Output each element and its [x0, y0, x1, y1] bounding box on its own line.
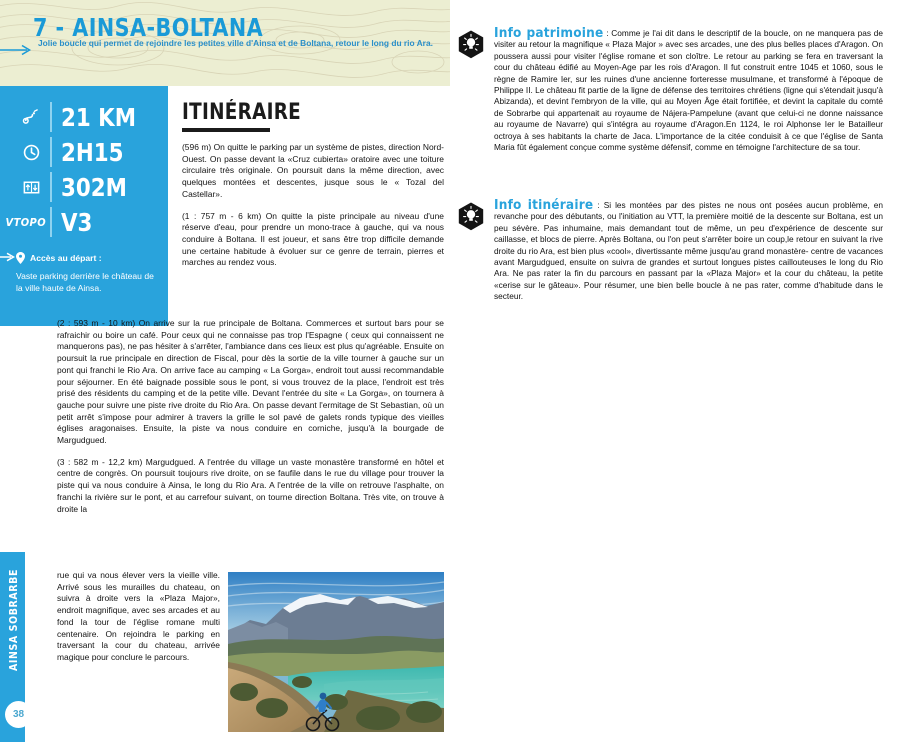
route-photo [228, 572, 444, 732]
page-number-left: 38 [5, 701, 32, 728]
stat-elevation-value: 302M [61, 172, 127, 202]
stat-duration-value: 2H15 [61, 137, 124, 167]
stat-difficulty [5, 205, 158, 239]
stat-distance-value: 21 KM [61, 102, 137, 132]
map-pin-icon [16, 252, 25, 264]
info-itineraire-body: Si les montées par des pistes ne nous ont posées aucun problème, en revanche pour des débutants, ou l'initiation au VTT, la première moitié de la descente sur Boltana, est un peu sévère. Pas inhumaine, mais demandant tout de même, un peu d'expérience de descente sur caillasse, et blocs de pierre. Après Boltana, ou l'on peut s'arrêter boire un coup,le retour en suivant la rive droite du rio Ara, est bien plus «cool», divertissante même jusqu'au grand monastère- centre de vacances avant Margudgued, ensuite on suivra de grandes et surtout longues pistes caillouteuses le long du Rio Ara. Ne pas rater la fin du parcours en passant par la «Plaza Major» et la cour du château, la petite «cerise sur le gâteau». Pour résumer, une bien belle boucle à ne pas rater, comme d'habitude dans le secteur. [494, 200, 884, 302]
stat-duration [16, 135, 158, 169]
lightbulb-hex-icon [458, 30, 484, 59]
arrow-right-icon [0, 44, 34, 56]
access-header [16, 252, 156, 264]
vtopo-logo [5, 215, 46, 229]
itineraire-paragraph: (2 : 593 m - 10 km) On arrive sur la rue principale de Boltana. Commerces et surtout bars pour se rafraichir ou boire un café. Pour ceux qui ne connaisse pas trop l'Espagne ( ceux qui connaissent ne manquerons pas), ne pas hésiter à s'arrêter, l'ambiance dans ces lieux est plus qu'agréable. Ensuite on poursuit la rue principale en direction de Fiscal, pour dès la sortie de la ville tourner à gauche sur un pont qui franchi le Rio Ara. On arrive face au camping « La Gorga», endroit tout aussi recommandable pour séjourner. En été baignade possible sous le pont, si vous trouvez de la place, l'endroit est très prisé des résidents du camping et de la petite ville. Devant l'entrée du site « La Gorga», on tournera à gauche pour suivre une piste rive droite du Rio Ara. On passe devant l'ermitage de St Sebastian, où un petit arrêt s'impose pour admirer à travers la grille le sol pavé de galets ronds typique des vieilles églises aragonaises. Ensuite, la piste va nous conduire en corniche, jusqu'à la bourgade de Margudgued. [57, 318, 444, 446]
info-itineraire-block [458, 197, 884, 303]
right-page [450, 0, 900, 742]
sidebar-section-label: AINSA SOBRARBE [8, 568, 20, 672]
stat-distance [16, 100, 158, 134]
elevation-icon [16, 178, 46, 197]
stat-divider [50, 207, 52, 237]
itineraire-paragraph: (3 : 582 m - 12,2 km) Margudgued. A l'entrée du village un vaste monastère transformé en hôtel et centre de congrès. On poursuit toujours rive droite, on se faufile dans le rue du village pour trouver la piste qui va nous conduire à Ainsa, le long du Rio Ara. A l'entrée de la ville on retrouve l'asphalte, on franchi la rivière sur le pont, et au carrefour suivant, on tourne direction Boltana. Très vite, on trouve à droite la [57, 456, 444, 514]
access-title: Accès au départ : [30, 253, 102, 263]
itineraire-rule [182, 128, 270, 132]
access-info [16, 252, 156, 295]
clock-icon [16, 143, 46, 162]
stat-divider [50, 102, 52, 132]
stat-divider [50, 137, 52, 167]
stat-divider [50, 172, 52, 202]
access-text: Vaste parking derrière le château de la ville haute de Ainsa. [16, 271, 154, 294]
distance-icon [16, 108, 46, 127]
itineraire-narrow-column [182, 142, 444, 269]
lightbulb-hex-icon [458, 202, 484, 231]
route-subtitle: Jolie boucle qui permet de rejoindre les petites ville d'Ainsa et de Boltana, retour le long du rio Ara. [38, 38, 433, 48]
stat-difficulty-value: V3 [61, 207, 93, 237]
route-header-band [0, 0, 450, 86]
stat-elevation [16, 170, 158, 204]
route-stats-panel [0, 86, 168, 326]
info-patrimoine-block [458, 25, 883, 153]
vtopo-logo-text: VTOPO [5, 215, 46, 229]
itineraire-paragraph: (596 m) On quitte le parking par un système de pistes, direction Nord-Ouest. On passe devant la «Cruz cubierta» oratoire avec une toiture circulaire très originale. On poursuit dans la même direction, avec quelques montées et descentes, jusque sous le « Tozal del Castellar». [182, 142, 444, 199]
info-patrimoine-text [494, 25, 883, 153]
info-itineraire-text [494, 197, 884, 303]
info-separator: : [603, 28, 612, 38]
itineraire-paragraph: (1 : 757 m - 6 km) On quitte la piste principale au niveau d'une réserve d'eau, pour prendre un mono-trace à gauche, qui va nous conduire à Boltana. Il est joueur, et sans être trop difficile demande une certaine habitude à évoluer sur ce genre de terrain, pierres et marches au rendez vous. [182, 210, 444, 268]
itineraire-paragraph: rue qui va nous élever vers la vieille ville. Arrivé sous les murailles du chateau, on suivra à droite vers la «Plaza Major», endroit magnifique, avec ses arcades et au fond la tour de l'église romane multi centenaire. On rejoindra le parking en traversant la cour du chateau, arrivée magique pour conclure le parcours. [57, 570, 220, 662]
stats-list [5, 100, 158, 240]
info-itineraire-label: Info itinéraire [494, 197, 594, 213]
page-title: 7 - AINSA-BOLTANA [33, 13, 264, 42]
info-patrimoine-body: Comme je l'ai dit dans le descriptif de la boucle, on ne manquera pas de visiter au retour la magnifique « Plaza Major » avec ses arcades, une des plus belles places d'Aragon. On poussera aussi pour visiter l'église romane et son cloître. Le retour au parking se fera en traversant la cour du château édifié au Moyen-Age par les rois d'Aragon. Il fut construit entre 1045 et 1060, sous le règne de Ramire Ier, sur les ruines d'une ancienne forteresse musulmane, et transformé à l'époque de Philippe II. Le château fit partie de la ligne de défense des territoires chrétiens (ligne qui s'étendait jusqu'à Abizanda), et devint l'embryon de la ville, qui au Moyen Âge était fortifiée, et devint la capitale du comté de Sobrarbe qui appartenait au royaume de Nájera-Pampelune (avant que celui-ci ne donne naissance au royaume de Navarre) qui s'intégra au royaume d'Aragon.En 1124, le roi Alphonse Ier le Batailleur octroya à ses habitants la charte de Jaca. L'importance de la citée conduisit à ce que l'église de Santa Maria fût également conçue comme système défensif, comme en témoigne l'architecture de sa tour. [494, 28, 883, 153]
itineraire-heading: ITINÉRAIRE [182, 100, 302, 125]
info-patrimoine-label: Info patrimoine [494, 25, 604, 41]
itineraire-wide-column [57, 318, 444, 515]
info-separator: : [593, 200, 604, 210]
itineraire-tail-column [57, 570, 220, 664]
